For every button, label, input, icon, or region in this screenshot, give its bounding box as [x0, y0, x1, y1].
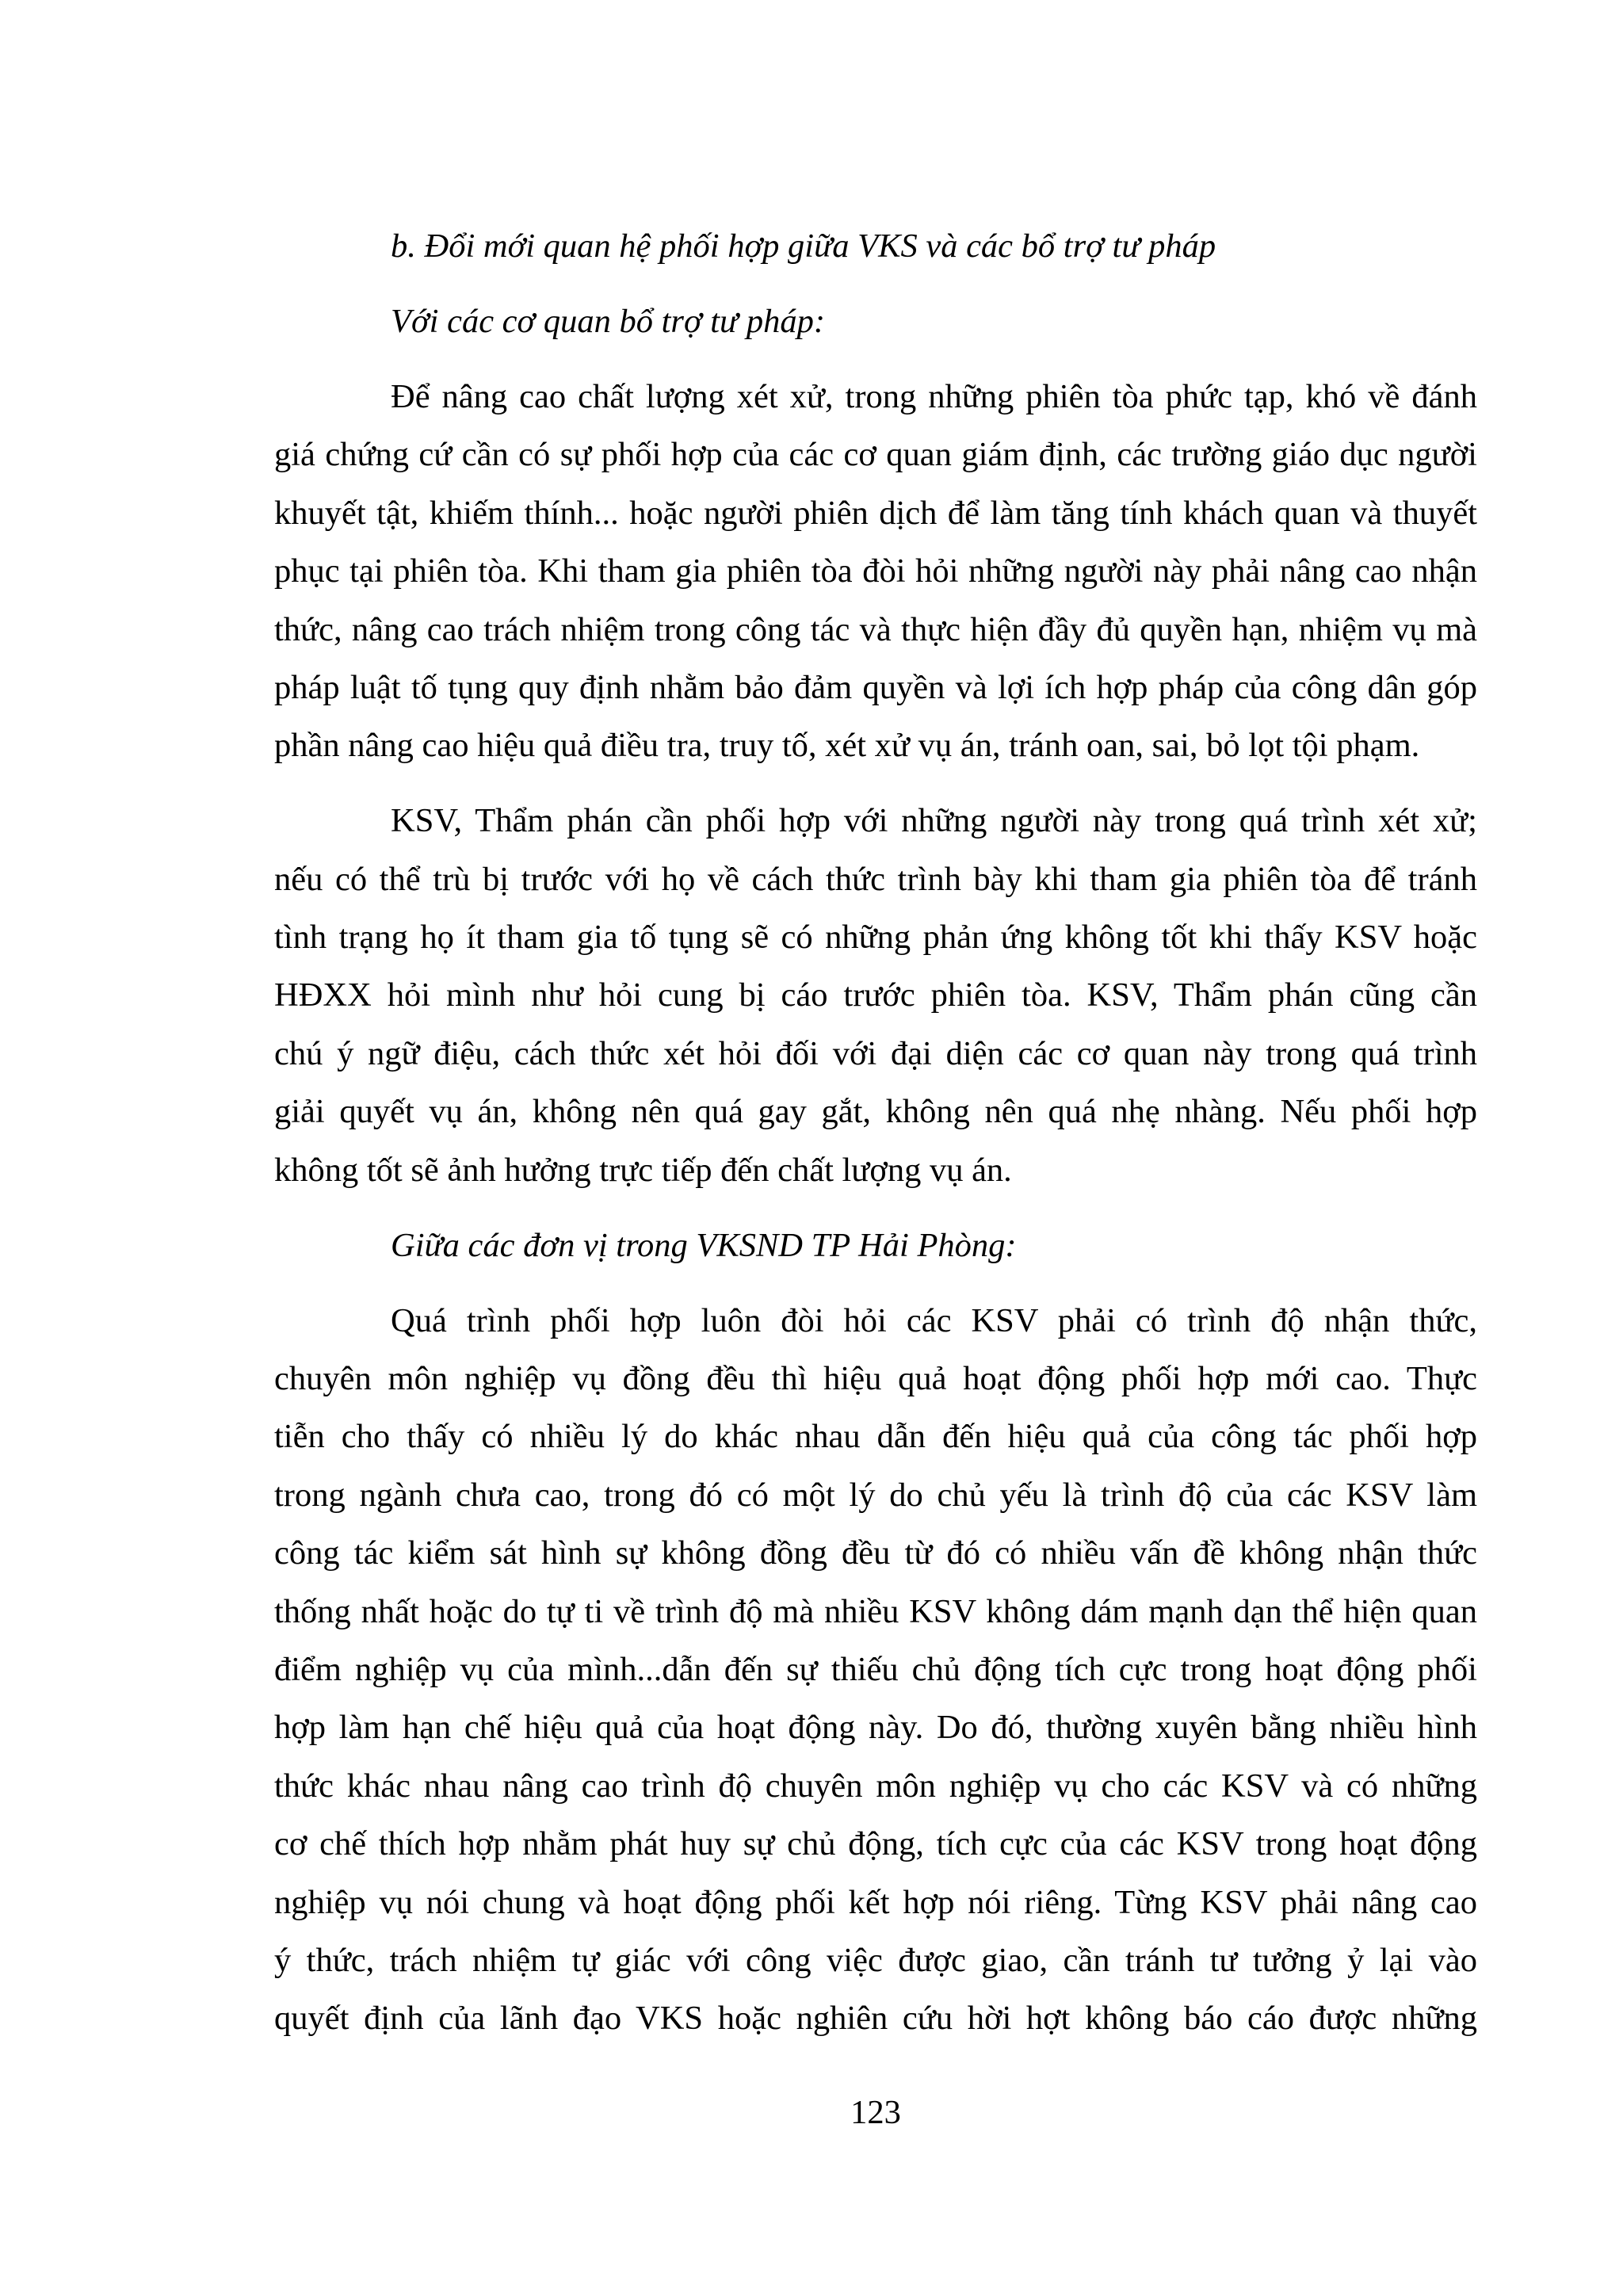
paragraph-line: HĐXX hỏi mình như hỏi cung bị cáo trước phiên tòa. KSV, Thẩm phán cũng cần	[274, 976, 1477, 1014]
paragraph-line: tình trạng họ ít tham gia tố tụng sẽ có những phản ứng không tốt khi thấy KSV hoặc	[274, 919, 1477, 957]
paragraph-line: phần nâng cao hiệu quả điều tra, truy tố, xét xử vụ án, tránh oan, sai, bỏ lọt tội phạm.	[274, 727, 1420, 765]
paragraph-line: Quá trình phối hợp luôn đòi hỏi các KSV phải có trình độ nhận thức,	[391, 1301, 1477, 1339]
paragraph-line: ý thức, trách nhiệm tự giác với công việc được giao, cần tránh tư tưởng ỷ lại vào	[274, 1941, 1477, 1979]
page-number: 123	[850, 2094, 901, 2131]
paragraph-line: tiễn cho thấy có nhiều lý do khác nhau dẫn đến hiệu quả của công tác phối hợp	[274, 1418, 1477, 1456]
paragraph-line: Để nâng cao chất lượng xét xử, trong những phiên tòa phức tạp, khó về đánh	[391, 377, 1477, 415]
paragraph-line: hợp làm hạn chế hiệu quả của hoạt động này. Do đó, thường xuyên bằng nhiều hình	[274, 1709, 1477, 1747]
section-heading-text: b. Đổi mới quan hệ phối hợp giữa VKS và các bổ trợ tư pháp	[391, 227, 1216, 265]
paragraph-line: thức khác nhau nâng cao trình độ chuyên môn nghiệp vụ cho các KSV và có những	[274, 1767, 1477, 1805]
paragraph-line: pháp luật tố tụng quy định nhằm bảo đảm quyền và lợi ích hợp pháp của công dân góp	[274, 668, 1477, 706]
paragraph-2	[274, 792, 1477, 1199]
subheading-text: Giữa các đơn vị trong VKSND TP Hải Phòng:	[391, 1226, 1017, 1264]
paragraph-line: quyết định của lãnh đạo VKS hoặc nghiên cứu hời hợt không báo cáo được những	[274, 2000, 1477, 2038]
paragraph-line: trong ngành chưa cao, trong đó có một lý do chủ yếu là trình độ của các KSV làm	[274, 1476, 1477, 1514]
paragraph-line: giải quyết vụ án, không nên quá gay gắt, không nên quá nhẹ nhàng. Nếu phối hợp	[274, 1093, 1477, 1131]
paragraph-line: không tốt sẽ ảnh hưởng trực tiếp đến chất lượng vụ án.	[274, 1151, 1012, 1189]
subheading-judicial-support	[274, 292, 1477, 350]
paragraph-line: chuyên môn nghiệp vụ đồng đều thì hiệu quả hoạt động phối hợp mới cao. Thực	[274, 1360, 1477, 1397]
paragraph-line: giá chứng cứ cần có sự phối hợp của các cơ quan giám định, các trường giáo dục người	[274, 436, 1477, 474]
paragraph-line: cơ chế thích hợp nhằm phát huy sự chủ động, tích cực của các KSV trong hoạt động	[274, 1825, 1477, 1863]
paragraph-line: thức, nâng cao trách nhiệm trong công tác và thực hiện đầy đủ quyền hạn, nhiệm vụ mà	[274, 610, 1477, 648]
paragraph-line: KSV, Thẩm phán cần phối hợp với những người này trong quá trình xét xử;	[391, 802, 1477, 840]
paragraph-line: phục tại phiên tòa. Khi tham gia phiên tòa đòi hỏi những người này phải nâng cao nhận	[274, 552, 1477, 590]
paragraph-3	[274, 1292, 1477, 2048]
paragraph-line: khuyết tật, khiếm thính... hoặc người phiên dịch để làm tăng tính khách quan và thuyết	[274, 494, 1477, 532]
paragraph-line: nghiệp vụ nói chung và hoạt động phối kết hợp nói riêng. Từng KSV phải nâng cao	[274, 1883, 1477, 1921]
paragraph-line: công tác kiểm sát hình sự không đồng đều từ đó có nhiều vấn đề không nhận thức	[274, 1534, 1477, 1572]
paragraph-line: thống nhất hoặc do tự ti về trình độ mà nhiều KSV không dám mạnh dạn thể hiện quan	[274, 1592, 1477, 1630]
page-body	[274, 217, 1477, 2065]
section-heading	[274, 217, 1477, 275]
paragraph-line: điểm nghiệp vụ của mình...dẫn đến sự thiếu chủ động tích cực trong hoạt động phối	[274, 1650, 1477, 1688]
paragraph-line: chú ý ngữ điệu, cách thức xét hỏi đối với đại diện các cơ quan này trong quá trình	[274, 1034, 1477, 1072]
subheading-units	[274, 1217, 1477, 1274]
subheading-text: Với các cơ quan bổ trợ tư pháp:	[391, 302, 826, 340]
paragraph-1	[274, 368, 1477, 775]
paragraph-line: nếu có thể trù bị trước với họ về cách thức trình bày khi tham gia phiên tòa để tránh	[274, 860, 1477, 898]
